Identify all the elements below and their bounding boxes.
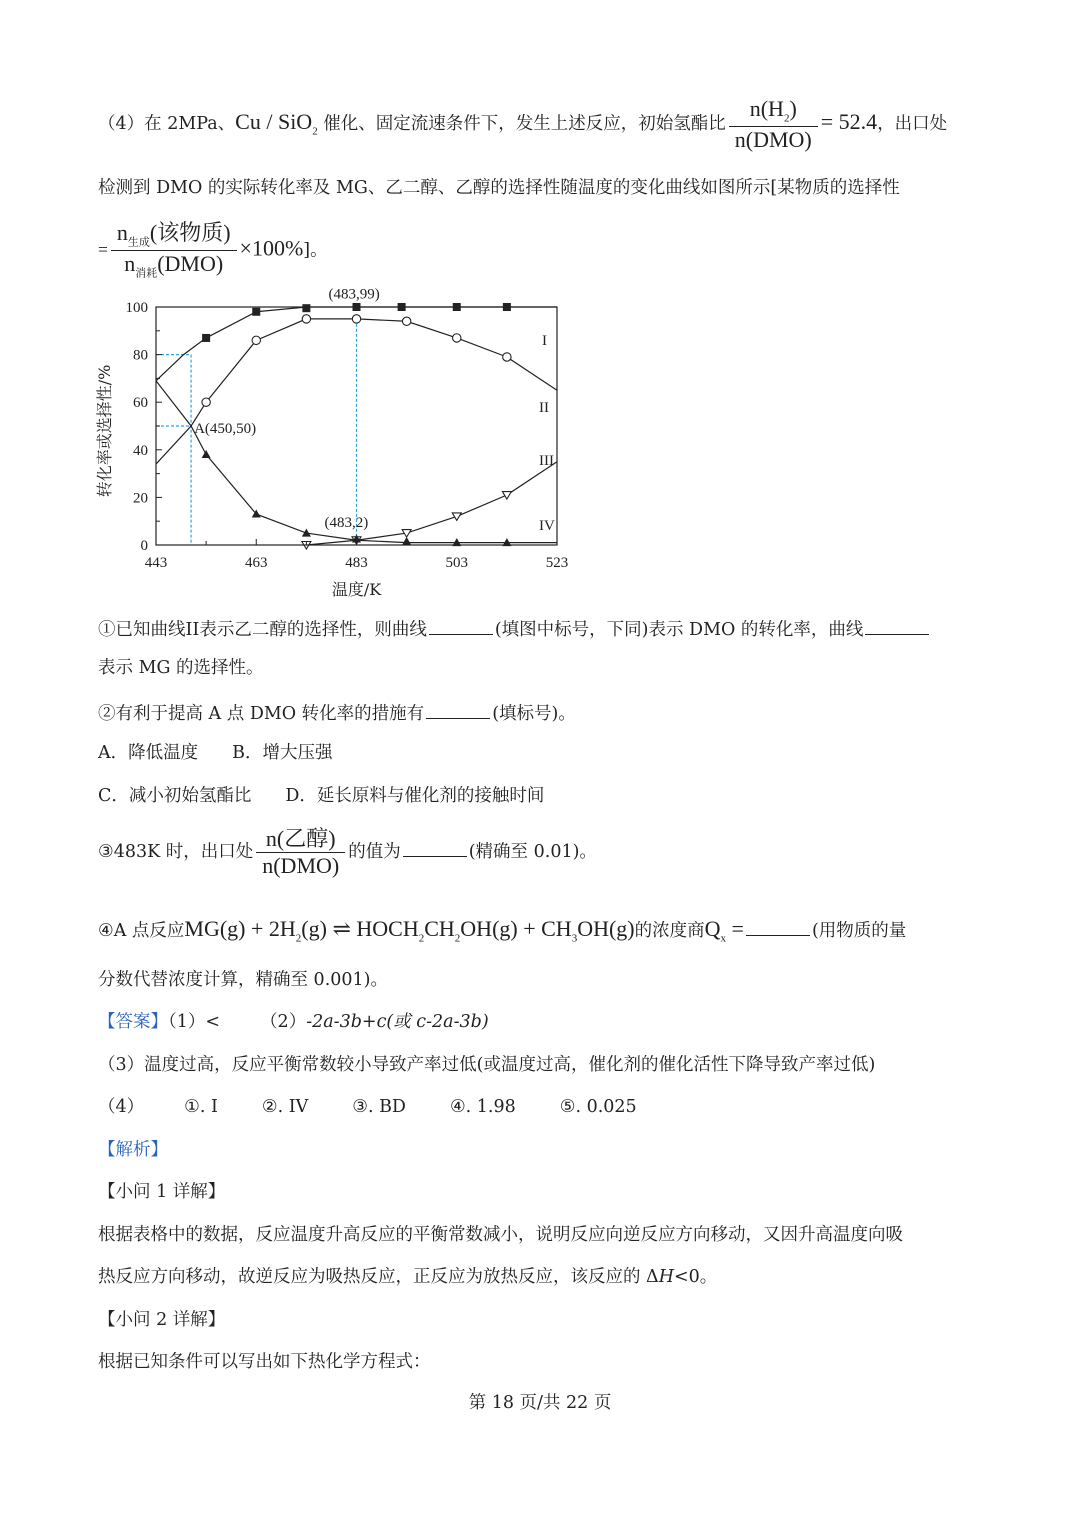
series-line-III bbox=[306, 462, 557, 545]
annotation-1: A(450,50) bbox=[194, 421, 257, 437]
point-II-2 bbox=[302, 315, 310, 323]
answer-tag: 【答案】 bbox=[98, 1012, 168, 1032]
page-footer: 第 18 页/共 22 页 bbox=[468, 1393, 612, 1413]
answer-blank-5[interactable] bbox=[746, 919, 810, 936]
ratio-value: = 52.4 bbox=[820, 109, 878, 135]
chart-svg bbox=[94, 286, 584, 610]
conversion-selectivity-chart bbox=[94, 286, 584, 610]
y-tick-label-3: 60 bbox=[133, 395, 148, 412]
y-tick-label-5: 100 bbox=[125, 300, 148, 316]
analysis-1-line-1: 根据表格中的数据，反应温度升高反应的平衡常数减小，说明反应向逆反应方向移动，又因升高温度向吸 bbox=[98, 1225, 903, 1245]
point-II-5 bbox=[453, 334, 461, 342]
selectivity-definition: = $\frac{n_{生成}(该物质)}{n_{消耗}(DMO)}$ ×100%]。 bbox=[98, 220, 328, 280]
series-label-II: II bbox=[539, 400, 549, 416]
analysis-1-line-2: 热反应方向移动，故逆反应为吸热反应，正反应为放热反应，该反应的 ΔH<0。 bbox=[98, 1267, 718, 1287]
question-line-2: 检测到 DMO 的实际转化率及 MG、乙二醇、乙醇的选择性随温度的变化曲线如图所示[某物质的选择性 bbox=[98, 178, 900, 198]
x-axis-title: 温度/K bbox=[331, 580, 382, 599]
point-I-0 bbox=[202, 334, 210, 342]
y-tick-label-1: 20 bbox=[133, 490, 148, 507]
point-II-1 bbox=[252, 336, 260, 344]
subquestion-1-title: 【小问 1 详解】 bbox=[98, 1182, 226, 1202]
series-label-III: III bbox=[539, 453, 554, 469]
part-1-cont: 表示 MG 的选择性。 bbox=[98, 658, 264, 678]
part-4-cont: 分数代替浓度计算，精确至 0.001)。 bbox=[98, 970, 388, 990]
answer-blank-4[interactable] bbox=[403, 840, 467, 857]
x-tick-label-0: 443 bbox=[144, 555, 168, 571]
question-line-1: （4）在 2MPa、Cu / SiO$_2$ 催化、固定流速条件下，发生上述反应，初始氢酯比 $\frac{n(H_2)}{\text{n(DMO)}}$ = 52.4，出口处 bbox=[98, 96, 948, 153]
y-tick-label-2: 40 bbox=[133, 442, 148, 459]
ethanol-dmo-ratio: $\frac{\text{n(乙醇)}}{\text{n(DMO)}}$ bbox=[256, 828, 345, 877]
part-2: ②有利于提高 A 点 DMO 转化率的措施有 (填标号)。 bbox=[98, 704, 576, 724]
point-II-4 bbox=[402, 317, 410, 325]
option-a: A．降低温度 bbox=[98, 743, 199, 763]
options-cd bbox=[98, 788, 544, 806]
question-conditions: 催化、固定流速条件下，发生上述反应，初始氢酯比 bbox=[317, 114, 726, 135]
point-I-1 bbox=[252, 308, 260, 316]
option-d: D．延长原料与催化剂的接触时间 bbox=[285, 786, 545, 806]
point-IV-0 bbox=[202, 450, 211, 458]
y-tick-label-0: 0 bbox=[140, 538, 148, 554]
x-tick-label-4: 523 bbox=[545, 555, 569, 571]
x-tick-label-3: 503 bbox=[445, 555, 468, 571]
answer-line-3: （3）温度过高，反应平衡常数较小导致产率过低(或温度过高，催化剂的催化活性下降导致产率过低) bbox=[98, 1055, 876, 1075]
part-4: ④A 点反应$MG(g) + 2H_2(g)$ ⇌ $HOCH_2CH_2OH(g) + CH_3OH(g)$的浓度商$Q_x$ = (用物质的量 bbox=[98, 916, 907, 945]
series-label-IV: IV bbox=[539, 518, 555, 534]
point-IV-2 bbox=[302, 529, 311, 537]
equilibrium-arrow-icon: ⇌ bbox=[332, 916, 351, 941]
reaction-equation: $MG(g) + 2H_2(g)$ ⇌ $HOCH_2CH_2OH(g) + CH_3OH(g)$ bbox=[184, 916, 635, 945]
analysis-tag: 【解析】 bbox=[98, 1140, 168, 1160]
answer-blank-3[interactable] bbox=[426, 702, 490, 719]
answer-line-4: （4） ①. I ②. IV ③. BD ④. 1.98 ⑤. 0.025 bbox=[98, 1097, 637, 1117]
point-II-3 bbox=[352, 315, 360, 323]
catalyst: Cu / SiO$_2$ bbox=[235, 109, 318, 138]
subquestion-2-title: 【小问 2 详解】 bbox=[98, 1310, 226, 1330]
point-III-4 bbox=[502, 492, 511, 500]
x-tick-label-2: 483 bbox=[345, 555, 368, 571]
annotation-2: (483,2) bbox=[324, 515, 369, 532]
point-II-0 bbox=[202, 398, 210, 406]
answer-blank-2[interactable] bbox=[865, 618, 929, 635]
y-tick-label-4: 80 bbox=[133, 347, 148, 364]
part-3: ③483K 时，出口处 $\frac{\text{n(乙醇)}}{\text{n(DMO)}}$ 的值为 (精确至 0.01)。 bbox=[98, 826, 597, 878]
hydrogen-ester-ratio: $\frac{n(H_2)}{\text{n(DMO)}}$ bbox=[729, 98, 818, 151]
answer-blank-1[interactable] bbox=[429, 618, 493, 635]
part-1: ①已知曲线II表示乙二醇的选择性，则曲线 (填图中标号，下同)表示 DMO 的转化率，曲线 bbox=[98, 618, 931, 640]
point-I-2 bbox=[302, 304, 310, 312]
series-label-I: I bbox=[542, 333, 547, 349]
x-tick-label-1: 463 bbox=[245, 555, 268, 571]
point-III-3 bbox=[452, 513, 461, 521]
question-prefix: （4）在 2MPa、 bbox=[98, 114, 236, 135]
option-c: C．减小初始氢酯比 bbox=[98, 786, 252, 806]
answer-line-1: 【答案】（1）< （2）-2a-3b+c(或 c-2a-3b) bbox=[98, 1012, 489, 1032]
selectivity-fraction: $\frac{n_{生成}(该物质)}{n_{消耗}(DMO)}$ bbox=[111, 222, 237, 280]
option-b: B．增大压强 bbox=[232, 743, 333, 763]
point-II-6 bbox=[503, 353, 511, 361]
analysis-2-line-1: 根据已知条件可以写出如下热化学方程式： bbox=[98, 1352, 431, 1372]
annotation-0: (483,99) bbox=[328, 286, 380, 303]
options-ab bbox=[98, 745, 333, 763]
y-axis-title: 转化率或选择性/% bbox=[95, 364, 114, 498]
